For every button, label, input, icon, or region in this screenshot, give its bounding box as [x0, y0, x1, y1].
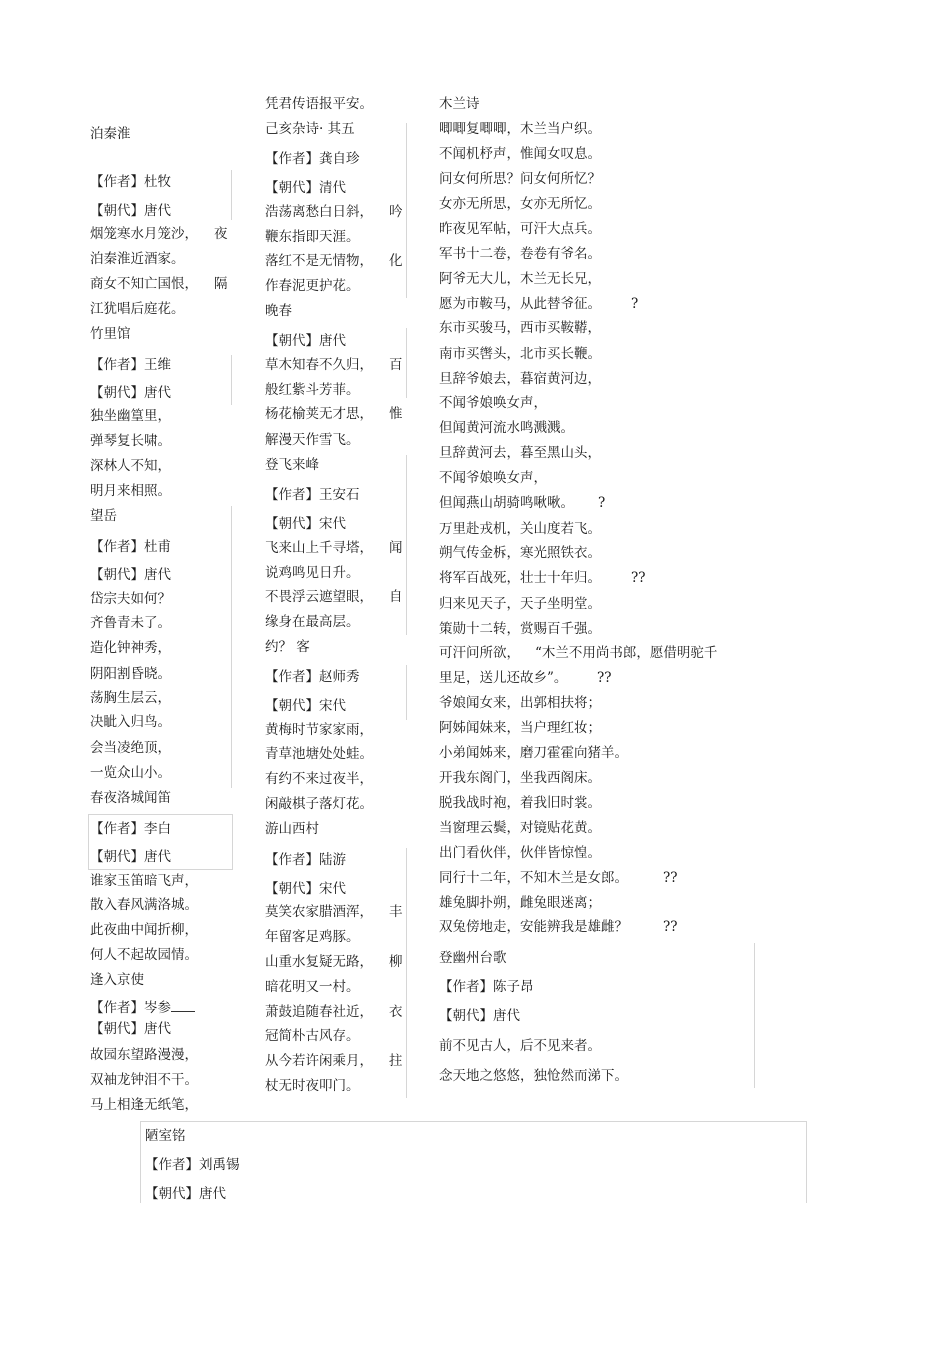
poem-line: 阴阳割昏晓。 [90, 666, 171, 682]
table-rule [406, 848, 407, 1098]
poem-line: 不闻机杼声，惟闻女叹息。 [439, 146, 601, 162]
table-rule [406, 328, 407, 398]
poem-line: 军书十二卷，卷卷有爷名。 [439, 246, 601, 262]
poem-line: 女亦无所思，女亦无所忆。 [439, 196, 601, 212]
poem-title: 晚春 [265, 303, 292, 319]
poem-line: 不闻爷娘唤女声， [439, 470, 547, 486]
author-line: 【作者】赵师秀 [265, 669, 360, 685]
poem-line: 闲敲棋子落灯花。 [265, 796, 373, 812]
table-rule [231, 355, 232, 405]
poem-line: 杖无时夜叩门。 [265, 1078, 360, 1094]
poem-line: 明月来相照。 [90, 483, 171, 499]
poem-line: 岱宗夫如何？ [90, 591, 171, 607]
poem-line: 草木知春不久归， [265, 357, 373, 373]
poem-line: 脱我战时袍，着我旧时裳。 [439, 795, 601, 811]
author-line: 【作者】龚自珍 [265, 151, 360, 167]
poem-line: “木兰不用尚书郎，愿借明驼千 [535, 645, 718, 661]
poem-line: 万里赴戎机，关山度若飞。 [439, 521, 601, 537]
poem-line-fragment: 闻 [389, 540, 403, 556]
dynasty-line: 【朝代】唐代 [90, 567, 171, 583]
poem-line: 泊秦淮近酒家。 [90, 251, 185, 267]
poem-line-fragment: 化 [389, 253, 403, 269]
dynasty-line: 【朝代】唐代 [90, 1021, 171, 1037]
poem-line: 青草池塘处处蛙。 [265, 746, 373, 762]
poem-line: 雄兔脚扑朔，雌兔眼迷离； [439, 895, 601, 911]
table-rule [806, 1121, 807, 1203]
poem-line: 将军百战死，壮士十年归。 [439, 570, 601, 586]
poem-line-fragment: 柳 [389, 954, 403, 970]
poem-line: 归来见天子，天子坐明堂。 [439, 596, 601, 612]
table-rule [231, 170, 232, 220]
poem-line: 但闻燕山胡骑鸣啾啾。 [439, 495, 574, 511]
dynasty-line: 【朝代】清代 [265, 180, 346, 196]
poem-line: 商女不知亡国恨， [90, 276, 198, 292]
poem-line-fragment: 百 [389, 357, 403, 373]
poem-line: 莫笑农家腊酒浑， [265, 904, 373, 920]
poem-line: 念天地之悠悠，独怆然而涕下。 [439, 1068, 628, 1084]
poem-line: 浩荡离愁白日斜， [265, 204, 373, 220]
author-line: 【作者】杜牧 [90, 174, 171, 190]
poem-line: 小弟闻姊来，磨刀霍霍向猪羊。 [439, 745, 628, 761]
author-line: 【作者】陆游 [265, 852, 346, 868]
poem-line: 南市买辔头，北市买长鞭。 [439, 346, 601, 362]
poem-line: 作春泥更护花。 [265, 278, 360, 294]
dynasty-line: 【朝代】唐代 [265, 333, 346, 349]
poem-line: 阿姊闻妹来，当户理红妆； [439, 720, 601, 736]
poem-line: 凭君传语报平安。 [265, 96, 373, 112]
author-line-text: 【作者】岑参 [90, 1000, 171, 1016]
dynasty-line: 【朝代】唐代 [439, 1008, 520, 1024]
poem-line: 此夜曲中闻折柳， [90, 922, 198, 938]
table-rule [406, 455, 407, 635]
poem-line: 会当凌绝顶， [90, 740, 171, 756]
poem-title: 木兰诗 [439, 96, 480, 112]
poem-line: 年留客足鸡豚。 [265, 929, 360, 945]
poem-line: 弹琴复长啸。 [90, 433, 171, 449]
poem-line: 双袖龙钟泪不干。 [90, 1072, 198, 1088]
table-rule [231, 506, 232, 788]
poem-title: 游山西村 [265, 821, 319, 837]
garbled-mark: ?? [663, 870, 678, 886]
dynasty-line: 【朝代】宋代 [265, 881, 346, 897]
table-rule [406, 665, 407, 720]
poem-line: 散入春风满洛城。 [90, 897, 198, 913]
poem-line: 决眦入归鸟。 [90, 714, 171, 730]
poem-line-fragment: 隔 [214, 276, 228, 292]
poem-line: 谁家玉笛暗飞声， [90, 873, 198, 889]
poem-line: 何人不起故园情。 [90, 947, 198, 963]
poem-line: 萧鼓追随春社近， [265, 1004, 373, 1020]
dynasty-line: 【朝代】唐代 [90, 385, 171, 401]
poem-line: 但闻黄河流水鸣溅溅。 [439, 420, 574, 436]
author-line: 【作者】刘禹锡 [145, 1157, 240, 1173]
poem-line: 从今若许闲乘月， [265, 1053, 373, 1069]
poem-title: 登幽州台歌 [439, 950, 507, 966]
table-rule [754, 943, 755, 1088]
poem-line: 黄梅时节家家雨， [265, 722, 373, 738]
poem-title: 竹里馆 [90, 326, 131, 342]
author-line: 【作者】陈子昂 [439, 979, 534, 995]
poem-line: 齐鲁青未了。 [90, 615, 171, 631]
poem-line: 造化钟神秀， [90, 640, 171, 656]
dynasty-line: 【朝代】宋代 [265, 698, 346, 714]
poem-title: 约？ 客 [265, 639, 310, 655]
poem-title: 春夜洛城闻笛 [90, 790, 171, 806]
poem-line: 问女何所思？问女何所忆？ [439, 171, 601, 187]
poem-line: 深林人不知， [90, 458, 171, 474]
author-line: 【作者】王安石 [265, 487, 360, 503]
poem-line: 旦辞爷娘去，暮宿黄河边， [439, 371, 601, 387]
poem-line: 烟笼寒水月笼沙， [90, 226, 198, 242]
dynasty-line: 【朝代】宋代 [265, 516, 346, 532]
poem-line: 旦辞黄河去，暮至黑山头， [439, 445, 601, 461]
table-rule [140, 1121, 141, 1203]
poem-line-fragment: 夜 [214, 226, 228, 242]
poem-line: 可汗问所欲， [439, 645, 520, 661]
poem-line: 阿爷无大儿，木兰无长兄， [439, 271, 601, 287]
poem-line: 唧唧复唧唧，木兰当户织。 [439, 121, 601, 137]
poem-line: 当窗理云鬓，对镜贴花黄。 [439, 820, 601, 836]
poem-line: 同行十二年，不知木兰是女郎。 [439, 870, 628, 886]
poem-line: 出门看伙伴，伙伴皆惊惶。 [439, 845, 601, 861]
poem-line: 落红不是无情物， [265, 253, 373, 269]
poem-line: 冠简朴古风存。 [265, 1028, 360, 1044]
poem-title: 陋室铭 [145, 1128, 186, 1144]
poem-line: 故园东望路漫漫， [90, 1047, 198, 1063]
poem-title: 逢入京使 [90, 972, 144, 988]
poem-line: 般红紫斗芳菲。 [265, 382, 360, 398]
poem-line: 解漫天作雪飞。 [265, 432, 360, 448]
table-rule [140, 1121, 807, 1122]
poem-line: 独坐幽篁里， [90, 408, 171, 424]
poem-title: 泊秦淮 [90, 126, 131, 142]
poem-line: 荡胸生层云， [90, 690, 171, 706]
poem-line: 暗花明又一村。 [265, 979, 360, 995]
garbled-mark: ?? [631, 570, 646, 586]
garbled-mark: ? [598, 495, 606, 511]
poem-line: 江犹唱后庭花。 [90, 301, 185, 317]
poem-line: 双兔傍地走，安能辨我是雄雌？ [439, 919, 628, 935]
garbled-mark: ?? [663, 919, 678, 935]
poem-line: 有约不来过夜半， [265, 771, 373, 787]
poem-line-fragment: 吟 [389, 204, 403, 220]
author-line: 【作者】李白 [90, 821, 171, 837]
poem-line-fragment: 惟 [389, 406, 403, 422]
poem-line: 杨花榆荚无才思， [265, 406, 373, 422]
table-rule [406, 123, 407, 298]
poem-line: 策勋十二转，赏赐百千强。 [439, 621, 601, 637]
poem-line: 东市买骏马，西市买鞍鞯， [439, 320, 601, 336]
dynasty-line: 【朝代】唐代 [90, 849, 171, 865]
poem-line: 山重水复疑无路， [265, 954, 373, 970]
poem-line-fragment: 衣 [389, 1004, 403, 1020]
underline-mark [171, 997, 195, 1012]
poem-line: 一览众山小。 [90, 765, 171, 781]
poem-line: 里足，送儿还故乡”。 [439, 670, 568, 686]
poem-line: 爷娘闻女来，出郭相扶将； [439, 695, 601, 711]
poem-title: 望岳 [90, 508, 117, 524]
poem-line: 马上相逢无纸笔， [90, 1097, 198, 1113]
dynasty-line: 【朝代】唐代 [90, 203, 171, 219]
author-line: 【作者】王维 [90, 357, 171, 373]
author-line: 【作者】杜甫 [90, 539, 171, 555]
poem-line: 飞来山上千寻塔， [265, 540, 373, 556]
dynasty-line: 【朝代】唐代 [145, 1186, 226, 1202]
poem-title: 登飞来峰 [265, 457, 319, 473]
poem-line-fragment: 拄 [389, 1053, 403, 1069]
garbled-mark: ?? [597, 670, 612, 686]
poem-line: 昨夜见军帖，可汗大点兵。 [439, 221, 601, 237]
poem-line: 开我东阁门，坐我西阁床。 [439, 770, 601, 786]
poem-line: 不畏浮云遮望眼， [265, 589, 373, 605]
poem-line-fragment: 丰 [389, 904, 403, 920]
poem-line: 愿为市鞍马，从此替爷征。 [439, 296, 601, 312]
poem-title: 己亥杂诗· 其五 [265, 121, 355, 137]
garbled-mark: ? [631, 296, 639, 312]
poem-line: 朔气传金柝，寒光照铁衣。 [439, 545, 601, 561]
author-line [90, 997, 195, 1016]
poem-line: 说鸡鸣见日升。 [265, 565, 360, 581]
poem-line: 鞭东指即天涯。 [265, 229, 360, 245]
poem-line: 缘身在最高层。 [265, 614, 360, 630]
poem-line: 前不见古人，后不见来者。 [439, 1038, 601, 1054]
poem-line: 不闻爷娘唤女声， [439, 395, 547, 411]
poem-line-fragment: 自 [389, 589, 403, 605]
